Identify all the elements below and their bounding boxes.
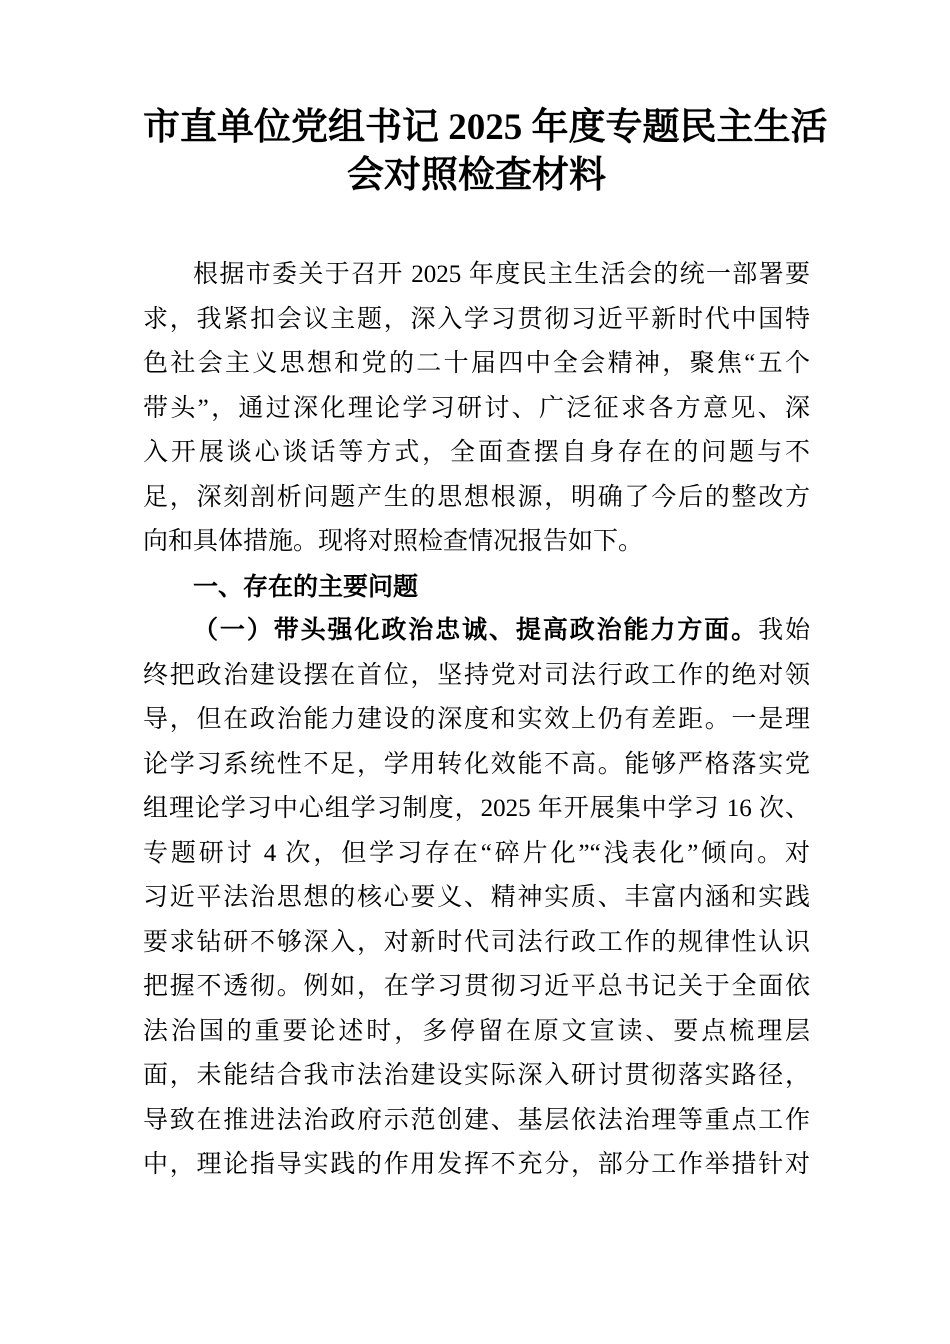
body-text: 根据市委关于召开 2025 年度民主生活会的统一部署要: [193, 261, 810, 288]
body-text: 终把政治建设摆在首位，坚持党对司法行政工作的绝对领: [143, 661, 810, 689]
text-line: [143, 298, 810, 343]
text-line: [143, 476, 810, 521]
body-text: 足，深刻剖析问题产生的思想根源，明确了今后的整改方: [143, 483, 810, 511]
document-title-line-2: 会对照检查材料: [347, 155, 606, 196]
body-text: 我始: [758, 617, 810, 644]
text-line: [143, 654, 810, 699]
text-line: [143, 1143, 810, 1188]
text-line: [143, 520, 810, 565]
text-line: [143, 1054, 810, 1099]
body-text: 求，我紧扣会议主题，深入学习贯彻习近平新时代中国特: [143, 305, 810, 333]
document-body: [143, 253, 810, 1188]
bold-lead-text: （一）带头强化政治忠诚、提高政治能力方面。: [193, 617, 759, 644]
body-text: 论学习系统性不足，学用转化效能不高。能够严格落实党: [143, 750, 810, 778]
text-line: [143, 609, 810, 654]
body-text: 习近平法治思想的核心要义、精神实质、丰富内涵和实践: [143, 884, 810, 911]
text-line: [143, 965, 810, 1010]
body-text: 要求钻研不够深入，对新时代司法行政工作的规律性认识: [143, 928, 810, 956]
document-title: [143, 104, 828, 200]
text-line: [143, 876, 810, 921]
body-text: 把握不透彻。例如，在学习贯彻习近平总书记关于全面依: [143, 973, 810, 1000]
text-line: [143, 1010, 810, 1055]
text-line: [143, 387, 810, 432]
text-line: [143, 743, 810, 788]
body-text: 组理论学习中心组学习制度，2025 年开展集中学习 16 次、: [143, 795, 810, 822]
section-1-paragraph: [143, 609, 810, 1188]
text-line: [143, 921, 810, 966]
body-text: 法治国的重要论述时，多停留在原文宣读、要点梳理层: [143, 1017, 810, 1045]
intro-paragraph: [143, 253, 810, 565]
text-line: [143, 787, 810, 832]
body-text: 中，理论指导实践的作用发挥不充分，部分工作举措针对: [143, 1151, 810, 1178]
body-text: 面，未能结合我市法治建设实际深入研讨贯彻落实路径，: [143, 1062, 810, 1089]
text-line: [143, 1099, 810, 1144]
text-line: [143, 431, 810, 476]
body-text: 色社会主义思想和党的二十届四中全会精神，聚焦“五个: [143, 350, 810, 377]
document-title-line-1: 市直单位党组书记 2025 年度专题民主生活: [143, 107, 828, 148]
text-line: [143, 342, 810, 387]
body-text: 带头”，通过深化理论学习研讨、广泛征求各方意见、深: [143, 394, 810, 422]
section-1-heading: 一、存在的主要问题: [193, 572, 419, 601]
body-text: 向和具体措施。现将对照检查情况报告如下。: [143, 528, 644, 555]
text-line: [143, 253, 810, 298]
body-text: 导致在推进法治政府示范创建、基层依法治理等重点工作: [143, 1106, 810, 1134]
text-line: [143, 832, 810, 877]
body-text: 入开展谈心谈话等方式，全面查摆自身存在的问题与不: [143, 439, 810, 466]
body-text: 专题研讨 4 次，但学习存在“碎片化”“浅表化”倾向。对: [143, 839, 810, 867]
text-line: [143, 698, 810, 743]
body-text: 导，但在政治能力建设的深度和实效上仍有差距。一是理: [143, 706, 810, 733]
